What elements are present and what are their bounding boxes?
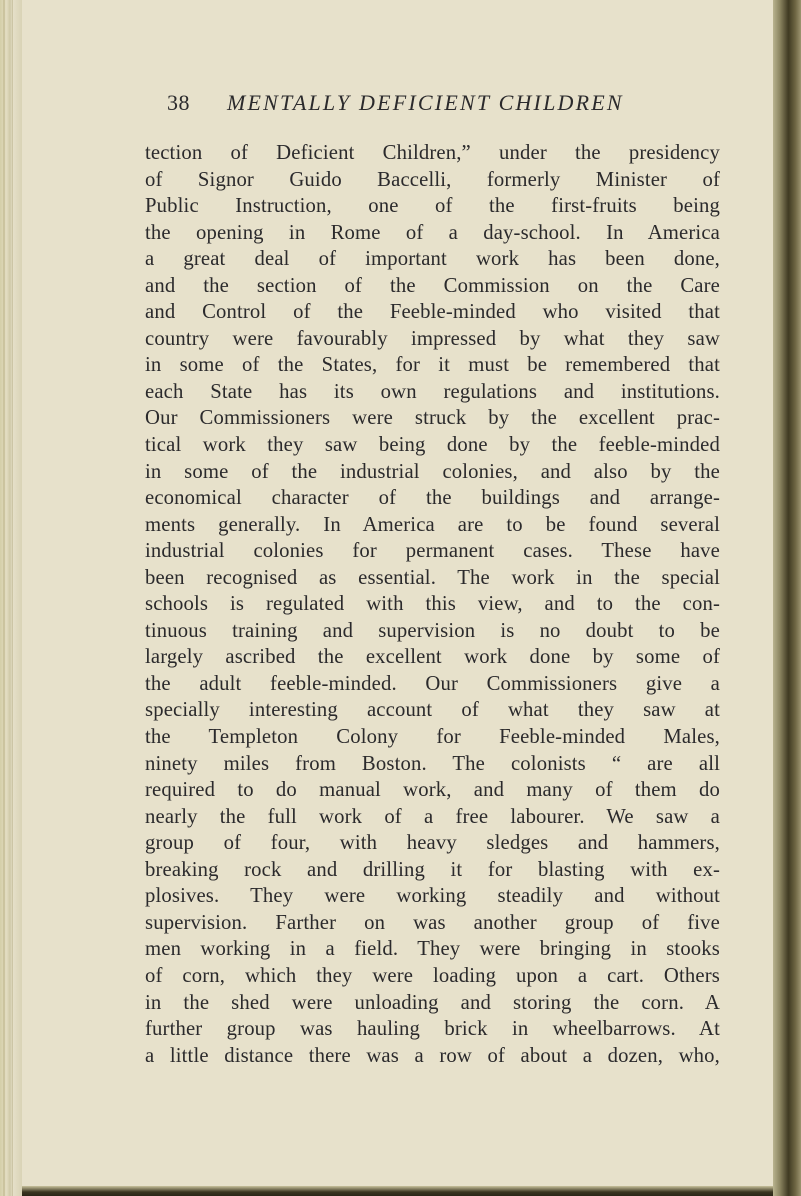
- book-page: [145, 88, 720, 1069]
- text-line: in some of the industrial colonies, and also by the: [145, 460, 720, 483]
- running-head: MENTALLY DEFICIENT CHILDREN: [227, 90, 624, 115]
- text-line: the Templeton Colony for Feeble-minded Males,: [145, 726, 720, 749]
- book-gutter-left: [0, 0, 22, 1196]
- page-edge-bottom: [22, 1186, 773, 1196]
- text-line: group of four, with heavy sledges and hammers,: [145, 832, 720, 855]
- text-line: country were favourably impressed by what they saw: [145, 327, 720, 350]
- text-line: tical work they saw being done by the feeble-minded: [145, 434, 720, 457]
- text-line: and Control of the Feeble-minded who visited that: [145, 301, 720, 324]
- page-edge-right: [773, 0, 801, 1196]
- text-line: men working in a field. They were bringing in stooks: [145, 938, 720, 961]
- text-line: required to do manual work, and many of them do: [145, 779, 720, 802]
- text-line: specially interesting account of what they saw at: [145, 699, 720, 722]
- text-line: supervision. Farther on was another group of five: [145, 911, 720, 934]
- text-line: schools is regulated with this view, and to the con-: [145, 593, 720, 616]
- text-line: largely ascribed the excellent work done by some of: [145, 646, 720, 669]
- text-line: Public Instruction, one of the first-fruits being: [145, 195, 720, 218]
- text-line: Our Commissioners were struck by the excellent prac-: [145, 407, 720, 430]
- text-line: nearly the full work of a free labourer. We saw a: [145, 805, 720, 828]
- text-line: economical character of the buildings and arrange-: [145, 487, 720, 510]
- text-line: each State has its own regulations and institutions.: [145, 380, 720, 403]
- text-line: of Signor Guido Baccelli, formerly Minister of: [145, 168, 720, 191]
- text-line: been recognised as essential. The work in the special: [145, 566, 720, 589]
- text-line: the opening in Rome of a day-school. In America: [145, 221, 720, 244]
- page-number: 38: [167, 90, 190, 115]
- text-line: in some of the States, for it must be remembered that: [145, 354, 720, 377]
- text-line: breaking rock and drilling it for blasting with ex-: [145, 858, 720, 881]
- text-line: tinuous training and supervision is no doubt to be: [145, 619, 720, 642]
- text-line: ments generally. In America are to be found several: [145, 513, 720, 536]
- text-line: plosives. They were working steadily and without: [145, 885, 720, 908]
- text-line: the adult feeble-minded. Our Commissioners give a: [145, 672, 720, 695]
- text-line: a little distance there was a row of about a dozen, who,: [145, 1044, 720, 1067]
- text-line: and the section of the Commission on the Care: [145, 274, 720, 297]
- body-text: [145, 140, 720, 1069]
- text-line: tection of Deficient Children,” under the presidency: [145, 142, 720, 164]
- text-line: in the shed were unloading and storing the corn. A: [145, 991, 720, 1014]
- page-header: [145, 88, 720, 128]
- text-line: a great deal of important work has been done,: [145, 248, 720, 271]
- text-line: ninety miles from Boston. The colonists “ are all: [145, 752, 720, 775]
- text-line: further group was hauling brick in wheelbarrows. At: [145, 1018, 720, 1041]
- text-line: industrial colonies for permanent cases. These have: [145, 540, 720, 563]
- text-line: of corn, which they were loading upon a cart. Others: [145, 964, 720, 987]
